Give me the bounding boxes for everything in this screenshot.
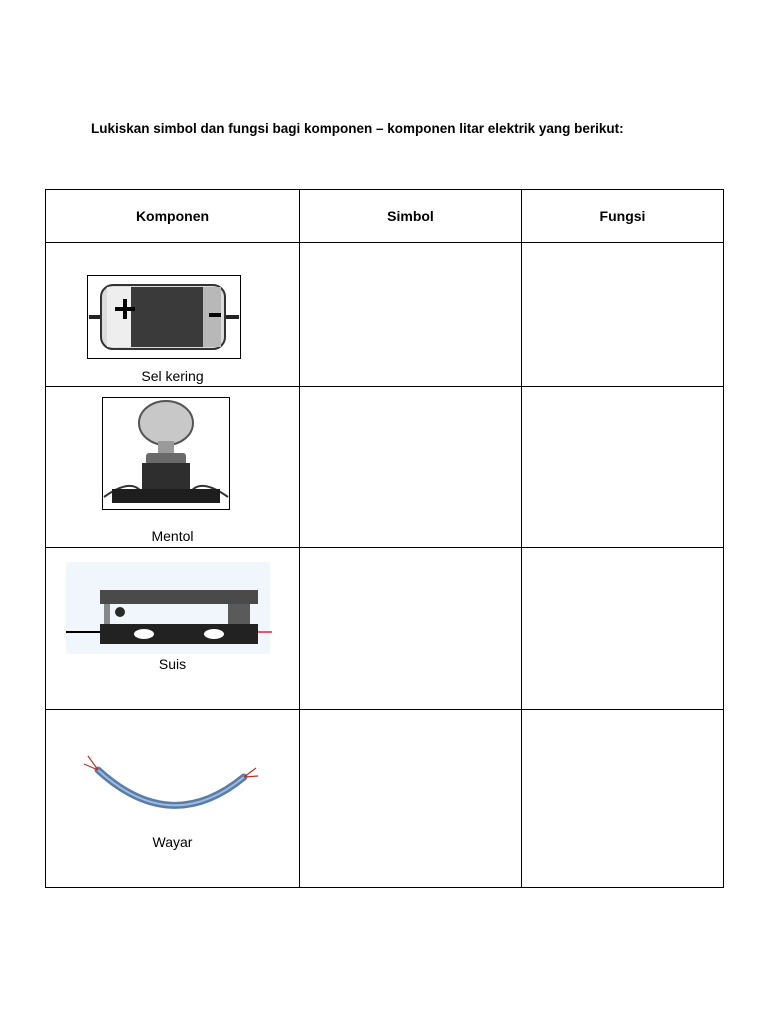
symbol-cell	[300, 710, 522, 888]
component-label: Suis	[158, 656, 187, 672]
header-fungsi: Fungsi	[522, 190, 724, 243]
symbol-cell	[300, 243, 522, 387]
bulb-icon	[102, 397, 230, 510]
components-table	[45, 189, 724, 888]
function-cell	[522, 387, 724, 548]
component-cell	[46, 243, 300, 387]
component-cell	[46, 710, 300, 888]
header-row	[46, 190, 724, 243]
table-row	[46, 387, 724, 548]
symbol-cell	[300, 387, 522, 548]
dry-cell-icon	[87, 275, 241, 359]
component-label: Sel kering	[141, 368, 204, 384]
function-cell	[522, 710, 724, 888]
function-cell	[522, 243, 724, 387]
wire-icon	[76, 742, 266, 817]
table-row	[46, 548, 724, 710]
header-komponen: Komponen	[46, 190, 300, 243]
instruction-text: Lukiskan simbol dan fungsi bagi komponen – komponen litar elektrik yang berikut:	[91, 121, 624, 136]
component-label: Wayar	[152, 834, 193, 850]
component-cell	[46, 387, 300, 548]
component-label: Mentol	[151, 528, 194, 544]
table-row	[46, 243, 724, 387]
header-simbol: Simbol	[300, 190, 522, 243]
table-row	[46, 710, 724, 888]
function-cell	[522, 548, 724, 710]
symbol-cell	[300, 548, 522, 710]
switch-icon	[64, 562, 274, 654]
component-cell	[46, 548, 300, 710]
